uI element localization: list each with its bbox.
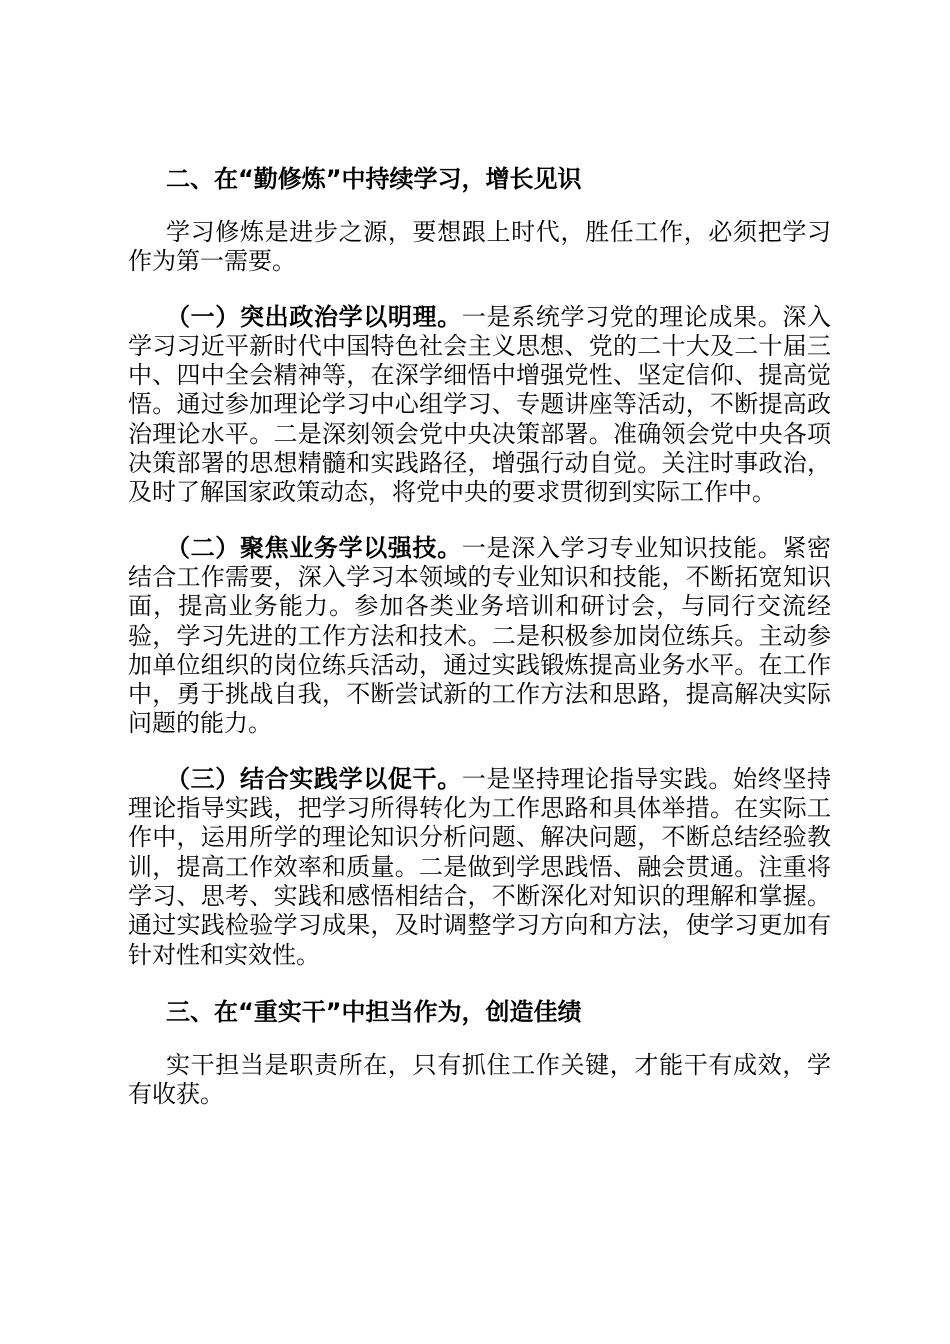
item-1-lead: （一）突出政治学以明理。	[166, 302, 462, 331]
document-page	[128, 163, 831, 1109]
section-heading-2: 二、在“勤修炼”中持续学习，增长见识	[166, 165, 582, 193]
section-2-intro: 学习修炼是进步之源，要想跟上时代，胜任工作，必须把学习作为第一需要。	[128, 218, 831, 276]
item-2-paragraph	[128, 534, 831, 739]
item-3-text: 一是坚持理论指导实践。始终坚持理论指导实践，把学习所得转化为工作思路和具体举措。在实际工作中，运用所学的理论知识分析问题、解决问题，不断总结经验教训，提高工作效率和质量。二是做到学思践悟、融会贯通。注重将学习、思考、实践和感悟相结合，不断深化对知识的理解和掌握。通过实践检验学习成果，及时调整学习方向和方法，使学习更加有针对性和实效性。	[128, 764, 832, 969]
item-1-text: 一是系统学习党的理论成果。深入学习习近平新时代中国特色社会主义思想、党的二十大及二十届三中、四中全会精神等，在深学细悟中增强党性、坚定信仰、提高觉悟。通过参加理论学习中心组学习、专题讲座等活动，不断提高政治理论水平。二是深刻领会党中央决策部署。准确领会党中央各项决策部署的思想精髓和实践路径，增强行动自觉。关注时事政治，及时了解国家政策动态，将党中央的要求贯彻到实际工作中。	[128, 302, 832, 507]
item-3-lead: （三）结合实践学以促干。	[166, 764, 462, 793]
section-heading-3: 三、在“重实干”中担当作为，创造佳绩	[166, 997, 582, 1026]
item-3-paragraph	[128, 765, 831, 970]
item-1-paragraph	[128, 303, 831, 508]
item-2-text: 一是深入学习专业知识技能。紧密结合工作需要，深入学习本领域的专业知识和技能，不断拓宽知识面，提高业务能力。参加各类业务培训和研讨会，与同行交流经验，学习先进的工作方法和技术。二是积极参加岗位练兵。主动参加单位组织的岗位练兵活动，通过实践锻炼提高业务水平。在工作中，勇于挑战自我，不断尝试新的工作方法和思路，提高解决实际问题的能力。	[128, 533, 832, 738]
section-3-intro: 实干担当是职责所在，只有抓住工作关键，才能干有成效，学有收获。	[128, 1050, 831, 1109]
item-2-lead: （二）聚焦业务学以强技。	[166, 533, 462, 562]
